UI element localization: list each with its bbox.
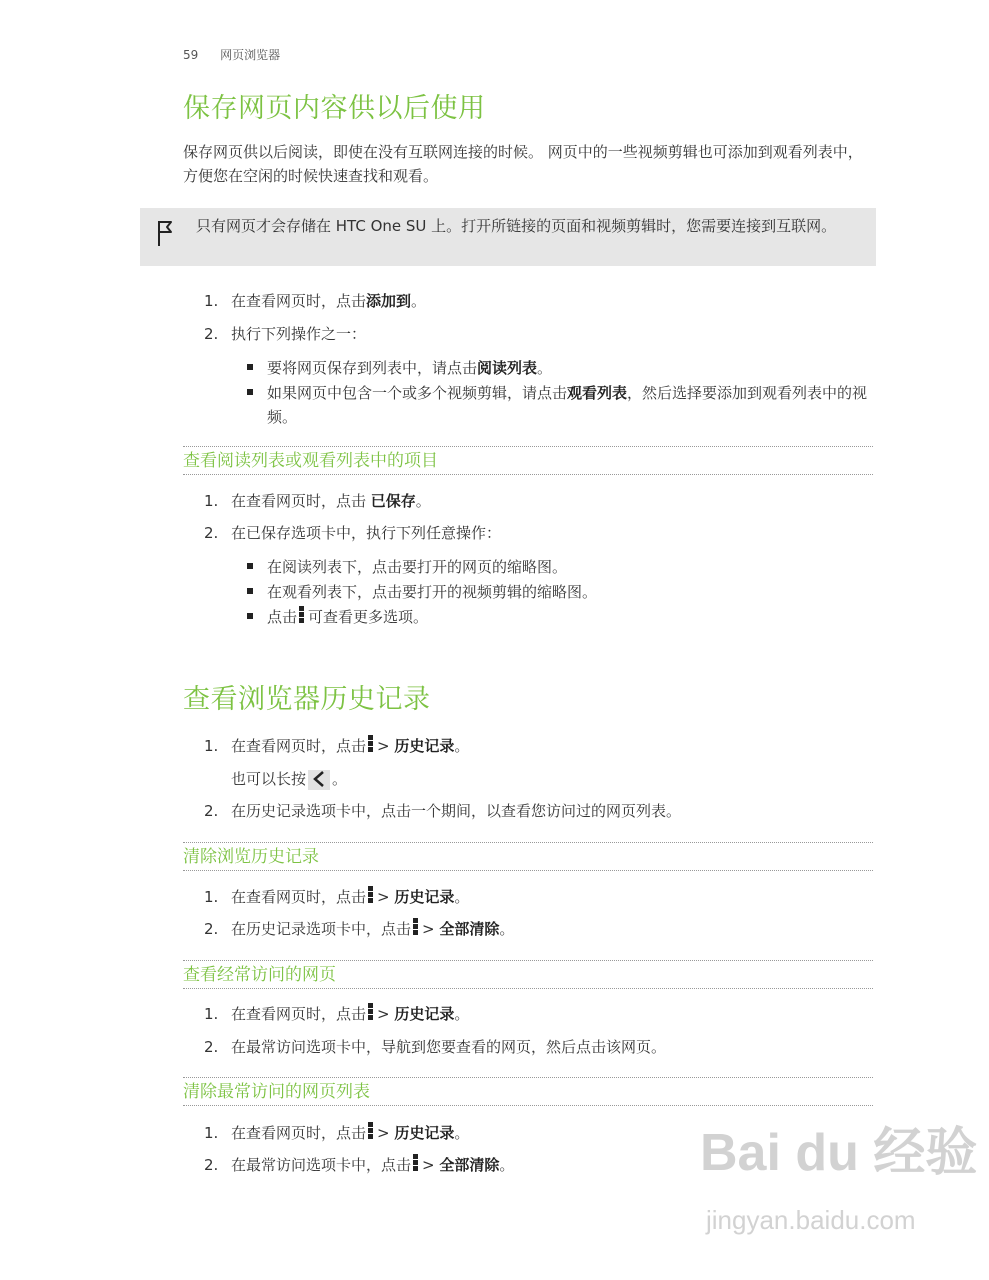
menu-watch-list: 观看列表	[567, 384, 628, 402]
step-number: 1.	[204, 292, 219, 310]
bullet-text	[267, 605, 872, 629]
step-text-part: 在历史记录选项卡中，点击	[231, 920, 412, 938]
step-text: 在已保存选项卡中，执行下列任意操作：	[231, 524, 502, 542]
page-number: 59	[183, 48, 199, 62]
step-text	[231, 885, 871, 909]
intro-paragraph: 保存网页供以后阅读，即使在没有互联网连接的时候。 网页中的一些视频剪辑也可添加到观看列表中，方便您在空闲的时候快速查找和观看。	[183, 143, 863, 185]
step-text-part: 。	[332, 770, 348, 788]
step-text-part: 。	[411, 292, 427, 310]
step-number: 1.	[204, 888, 219, 906]
menu-history: 历史记录	[394, 888, 455, 906]
more-menu-icon	[368, 1122, 373, 1140]
step-text-part: 在查看网页时，点击	[231, 737, 367, 755]
menu-clear-all: 全部清除	[439, 1156, 500, 1174]
menu-reading-list: 阅读列表	[477, 359, 538, 377]
bullet-text-part: 。	[537, 359, 553, 377]
step-text-part: 在查看网页时，点击	[231, 1005, 367, 1023]
bullet-text	[267, 381, 872, 429]
step-text-part: 。	[454, 737, 470, 755]
flag-icon	[154, 218, 176, 252]
step-text-part: 。	[499, 1156, 515, 1174]
step-text-part: 。	[454, 1005, 470, 1023]
bullet-text-part: 如果网页中包含一个或多个视频剪辑，请点击	[267, 384, 568, 402]
separator: >	[377, 888, 395, 906]
menu-history: 历史记录	[394, 1124, 455, 1142]
bullet-text-part: ，然后选择要添加到观看列表中的视频。	[267, 384, 868, 426]
section-title-history: 查看浏览器历史记录	[183, 684, 431, 715]
note-box	[140, 208, 876, 266]
menu-history: 历史记录	[394, 1005, 455, 1023]
bullet	[247, 588, 253, 594]
more-menu-icon	[299, 606, 304, 624]
step-text-part: 。	[415, 492, 431, 510]
bullet-text: 在阅读列表下，点击要打开的网页的缩略图。	[267, 558, 568, 576]
separator: >	[377, 737, 395, 755]
subsection-title: 清除最常访问的网页列表	[183, 1077, 873, 1106]
step-alt-text	[231, 767, 871, 791]
step-text-part: 。	[499, 920, 515, 938]
separator: >	[422, 920, 440, 938]
subsection-title: 查看经常访问的网页	[183, 960, 873, 989]
menu-add-to: 添加到	[366, 292, 412, 310]
subsection-title: 清除浏览历史记录	[183, 842, 873, 871]
section-name: 网页浏览器	[220, 48, 281, 62]
more-menu-icon	[413, 918, 418, 936]
step-text	[231, 1002, 871, 1026]
step-text-part: 。	[454, 1124, 470, 1142]
step-text-part: 在最常访问选项卡中，点击	[231, 1156, 412, 1174]
step-text: 执行下列操作之一：	[231, 325, 367, 343]
step-text-part: 在查看网页时，点击	[231, 292, 367, 310]
bullet-text	[267, 356, 872, 380]
bullet	[247, 364, 253, 370]
bullet	[247, 613, 253, 619]
back-icon	[308, 770, 330, 790]
step-text	[231, 917, 871, 941]
separator: >	[377, 1005, 395, 1023]
step-number: 2.	[204, 524, 219, 542]
step-number: 2.	[204, 1156, 219, 1174]
step-text	[231, 289, 871, 313]
menu-history: 历史记录	[394, 737, 455, 755]
step-number: 1.	[204, 1124, 219, 1142]
step-text-part: 在查看网页时，点击	[231, 1124, 367, 1142]
step-text-part: 在查看网页时，点击	[231, 888, 367, 906]
step-number: 2.	[204, 802, 219, 820]
step-text: 在历史记录选项卡中，点击一个期间，以查看您访问过的网页列表。	[231, 802, 682, 820]
more-menu-icon	[368, 735, 373, 753]
step-number: 2.	[204, 920, 219, 938]
bullet-text: 在观看列表下，点击要打开的视频剪辑的缩略图。	[267, 583, 598, 601]
bullet-text-part: 点击	[267, 608, 298, 626]
step-number: 1.	[204, 1005, 219, 1023]
bullet-text-part: 可查看更多选项。	[308, 608, 429, 626]
bullet-text-part: 要将网页保存到列表中，请点击	[267, 359, 478, 377]
menu-saved: 已保存	[370, 492, 416, 510]
more-menu-icon	[413, 1154, 418, 1172]
bullet	[247, 389, 253, 395]
step-text-part: 也可以长按	[231, 770, 307, 788]
page-header	[183, 46, 280, 63]
menu-clear-all: 全部清除	[439, 920, 500, 938]
separator: >	[377, 1124, 395, 1142]
subsection-title: 查看阅读列表或观看列表中的项目	[183, 446, 873, 475]
section-title-save: 保存网页内容供以后使用	[183, 93, 486, 124]
baidu-watermark-url: jingyan.baidu.com	[706, 1205, 916, 1235]
bullet	[247, 563, 253, 569]
step-text-part: 在查看网页时，点击	[231, 492, 371, 510]
step-text	[231, 489, 871, 513]
step-text-part: 。	[454, 888, 470, 906]
note-text: 只有网页才会存储在 HTC One SU 上。打开所链接的页面和视频剪辑时，您需要连接到互联网。	[196, 217, 837, 235]
more-menu-icon	[368, 1003, 373, 1021]
step-number: 1.	[204, 492, 219, 510]
step-text	[231, 734, 871, 758]
step-text: 在最常访问选项卡中，导航到您要查看的网页，然后点击该网页。	[231, 1038, 667, 1056]
step-number: 2.	[204, 325, 219, 343]
more-menu-icon	[368, 886, 373, 904]
step-number: 2.	[204, 1038, 219, 1056]
separator: >	[422, 1156, 440, 1174]
step-number: 1.	[204, 737, 219, 755]
baidu-watermark-logo: Bai du 经验	[700, 1124, 978, 1182]
